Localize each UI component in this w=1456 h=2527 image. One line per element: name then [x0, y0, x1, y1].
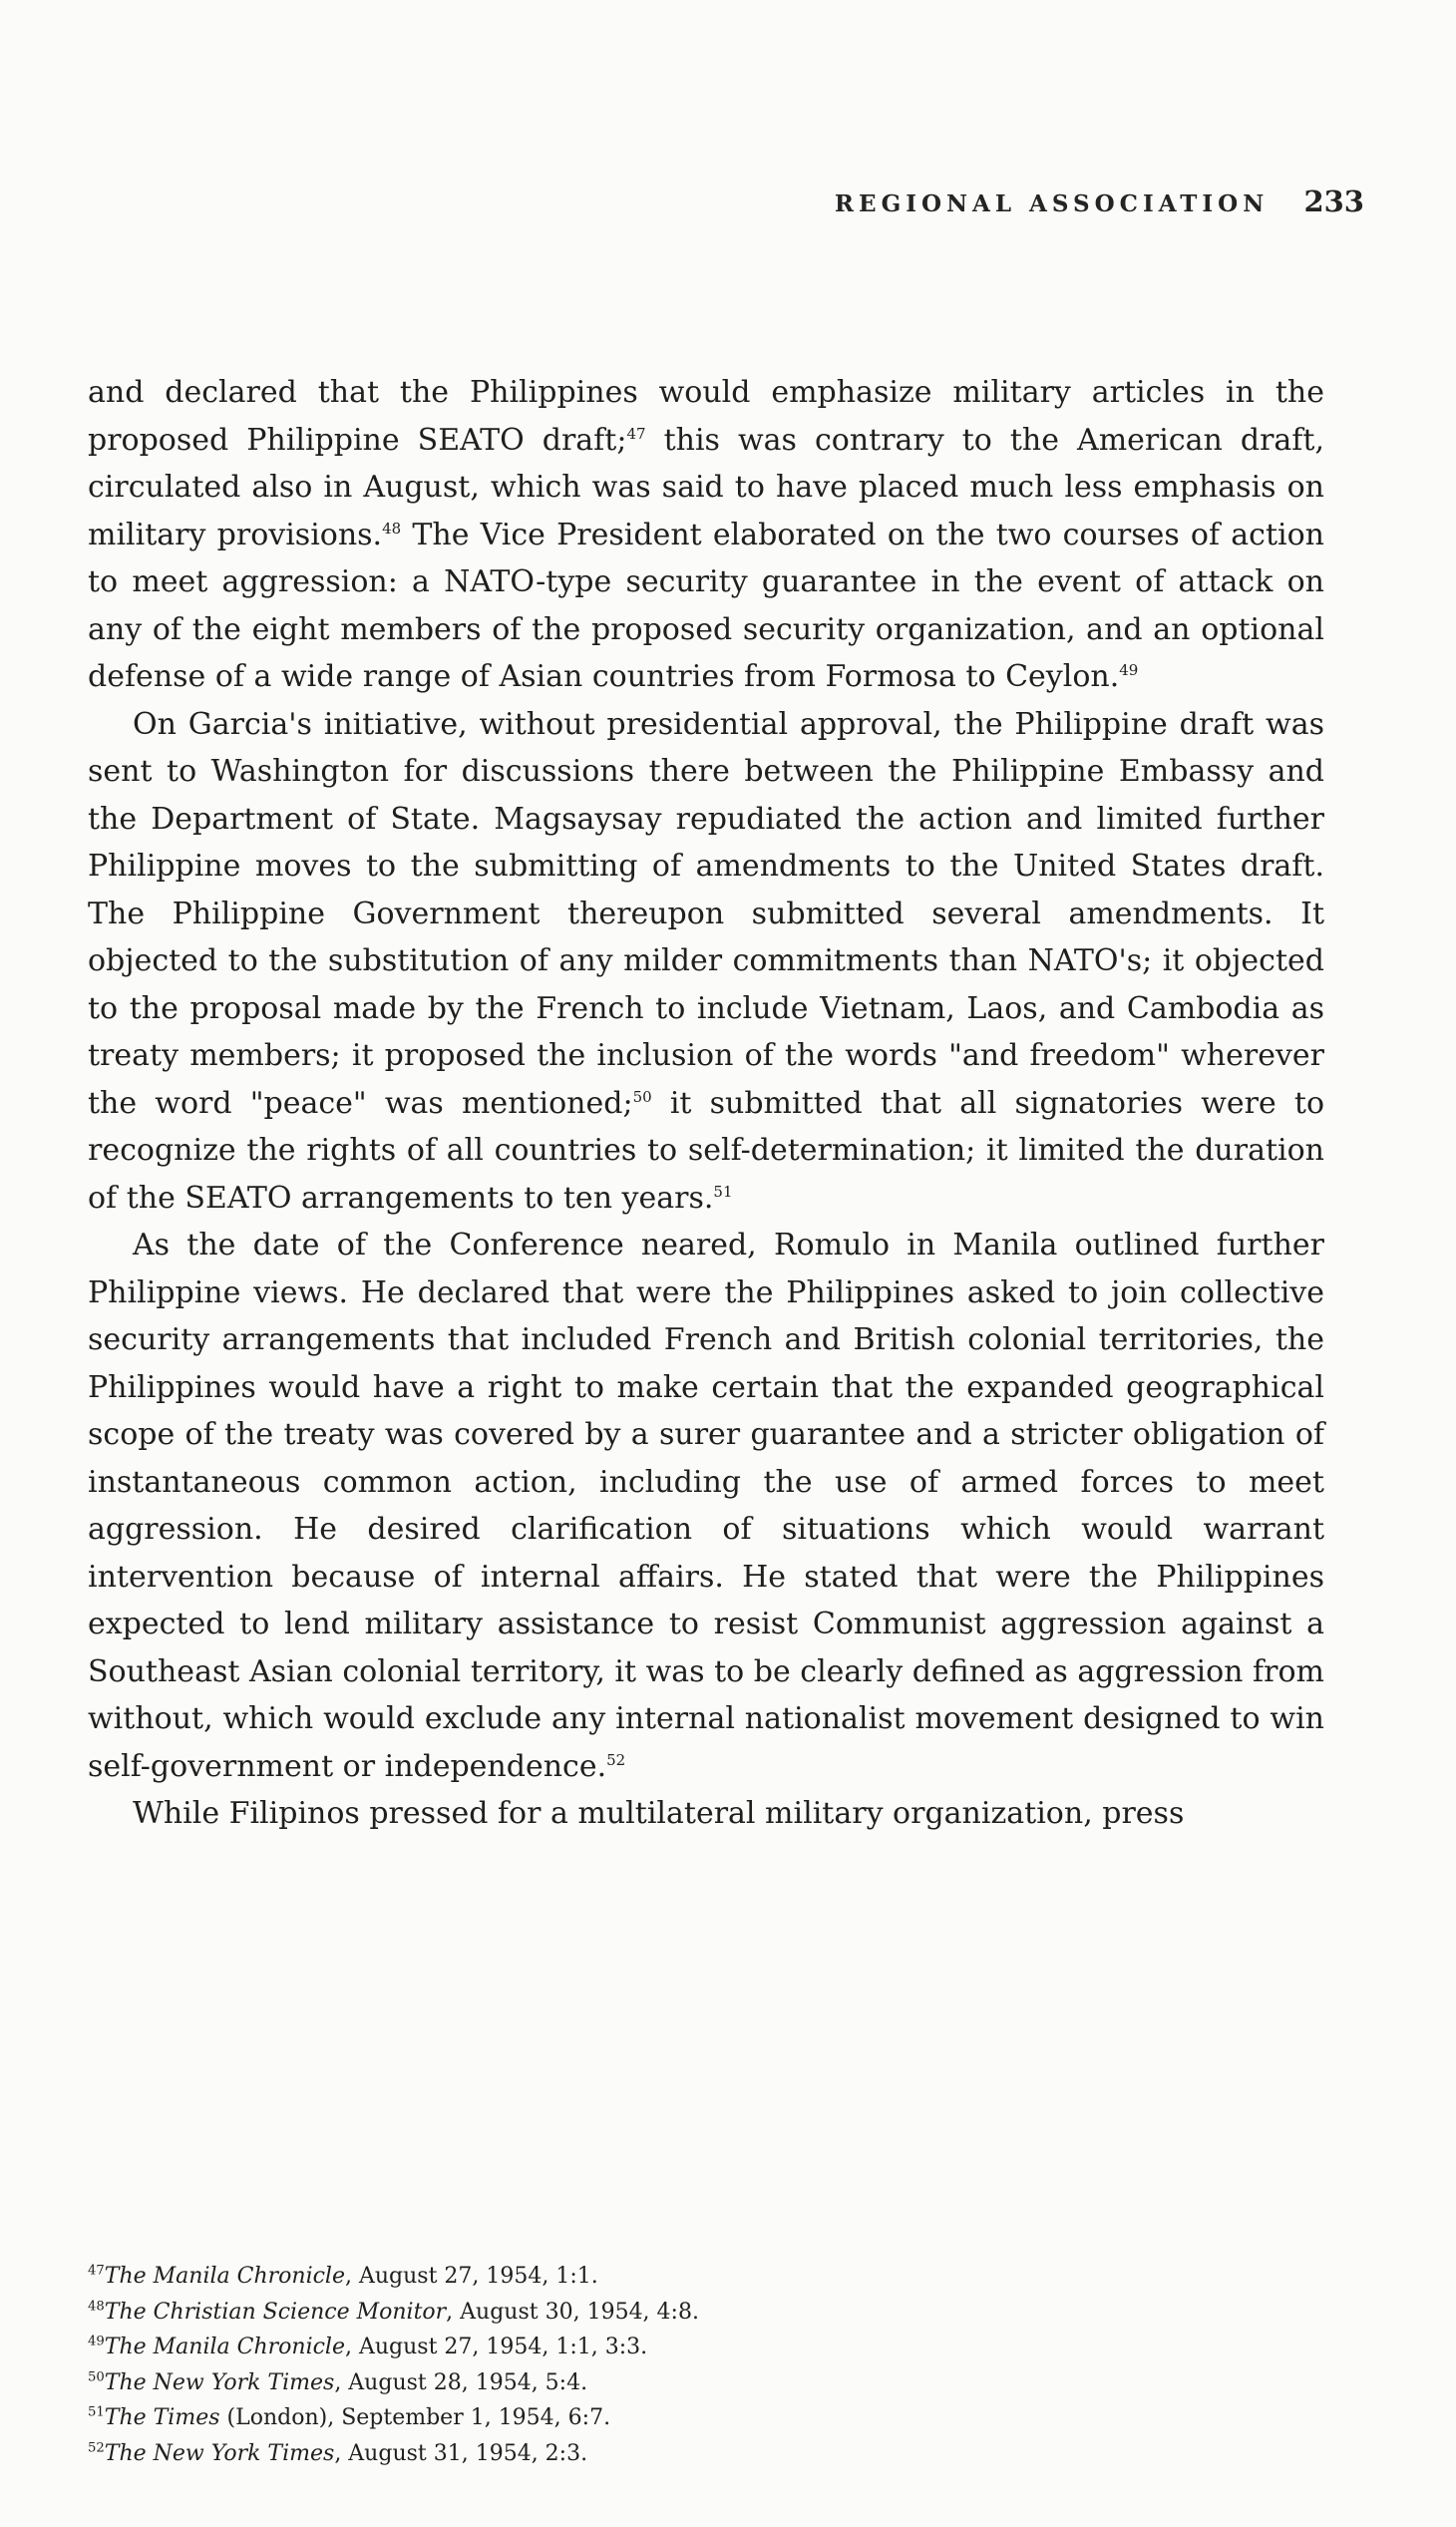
paragraph [88, 1222, 1324, 1790]
footnote-source: The Manila Chronicle [104, 2335, 345, 2359]
footnote-number: 50 [88, 2369, 105, 2385]
footnote-source: The Manila Chronicle [104, 2264, 345, 2289]
paragraph [88, 701, 1324, 1223]
footnote-reference: 50 [632, 1087, 652, 1106]
footnote [88, 2365, 1324, 2401]
paragraph-text: this was contrary to the American draft, circulated also in August, which was said to have placed much less emphasis on military provisions. [88, 422, 1324, 552]
body-text [88, 369, 1324, 1838]
paragraph-text: While Filipinos pressed for a multilateral military organization, press [133, 1796, 1185, 1831]
footnote-number: 51 [88, 2404, 105, 2420]
running-head [835, 184, 1364, 218]
footnote-citation: , August 30, 1954, 4:8. [446, 2299, 699, 2325]
paragraph [88, 369, 1324, 701]
footnotes [88, 2259, 1324, 2471]
paragraph-text: The Vice President elaborated on the two courses of action to meet aggression: a NATO-type security guarantee in the event of attack on any of the eight members of the proposed security organization, and an optional defense of a wide range of Asian countries from Formosa to Ceylon. [88, 517, 1324, 694]
footnote-citation: (London), September 1, 1954, 6:7. [219, 2405, 611, 2430]
footnote-citation: , August 27, 1954, 1:1. [344, 2264, 598, 2289]
paragraph-text: and declared that the Philippines would emphasize military articles in the proposed Philippine SEATO draft; [88, 375, 1324, 458]
footnote-number: 52 [88, 2440, 105, 2456]
footnote-number: 47 [88, 2263, 105, 2279]
paragraph [88, 1790, 1324, 1838]
footnote [88, 2400, 1324, 2436]
paragraph-text: As the date of the Conference neared, Romulo in Manila outlined further Philippine views. He declared that were the Philippines asked to join collective security arrangements that included French and British colonial territories, the Philippines would have a right to make certain that the expanded geographical scope of the treaty was covered by a surer guarantee and a stricter obligation of instantaneous common action, including the use of armed forces to meet aggression. He desired clarification of situations which would warrant intervention because of internal affairs. He stated that were the Philippines expected to lend military assistance to resist Communist aggression against a Southeast Asian colonial territory, it was to be clearly defined as aggression from without, which would exclude any internal nationalist movement designed to win self-government or independence. [88, 1228, 1324, 1784]
page-number: 233 [1303, 184, 1364, 218]
footnote-citation: , August 28, 1954, 5:4. [334, 2369, 588, 2395]
footnote-reference: 52 [606, 1750, 626, 1769]
footnote-source: The Times [104, 2405, 220, 2430]
footnote-citation: , August 31, 1954, 2:3. [334, 2440, 588, 2466]
footnote [88, 2330, 1324, 2365]
footnote-source: The New York Times [104, 2369, 335, 2395]
paragraph-text: it submitted that all signatories were to recognize the rights of all countries to self-determination; it limited the duration of the SEATO arrangements to ten years. [88, 1085, 1325, 1216]
paragraph-text: On Garcia's initiative, without presidential approval, the Philippine draft was sent to Washington for discussions there between the Philippine Embassy and the Department of State. Magsaysay repudiated the action and limited further Philippine moves to the submitting of amendments to the United States draft. The Philippine Government thereupon submitted several amendments. It objected to the substitution of any milder commitments than NATO's; it objected to the proposal made by the French to include Vietnam, Laos, and Cambodia as treaty members; it proposed the inclusion of the words "and freedom" wherever the word "peace" was mentioned; [88, 706, 1324, 1121]
footnote-source: The Christian Science Monitor [104, 2299, 447, 2325]
running-head-title: REGIONAL ASSOCIATION [834, 190, 1270, 217]
footnote-number: 48 [88, 2299, 105, 2315]
footnote-reference: 49 [1119, 661, 1139, 679]
footnote-reference: 48 [382, 519, 402, 538]
footnote-source: The New York Times [104, 2440, 335, 2466]
footnote-reference: 47 [626, 424, 646, 443]
footnote [88, 2259, 1324, 2295]
footnote [88, 2436, 1324, 2472]
footnote-reference: 51 [713, 1182, 733, 1201]
footnote-citation: , August 27, 1954, 1:1, 3:3. [344, 2335, 648, 2359]
footnote [88, 2295, 1324, 2331]
footnote-number: 49 [88, 2334, 105, 2349]
